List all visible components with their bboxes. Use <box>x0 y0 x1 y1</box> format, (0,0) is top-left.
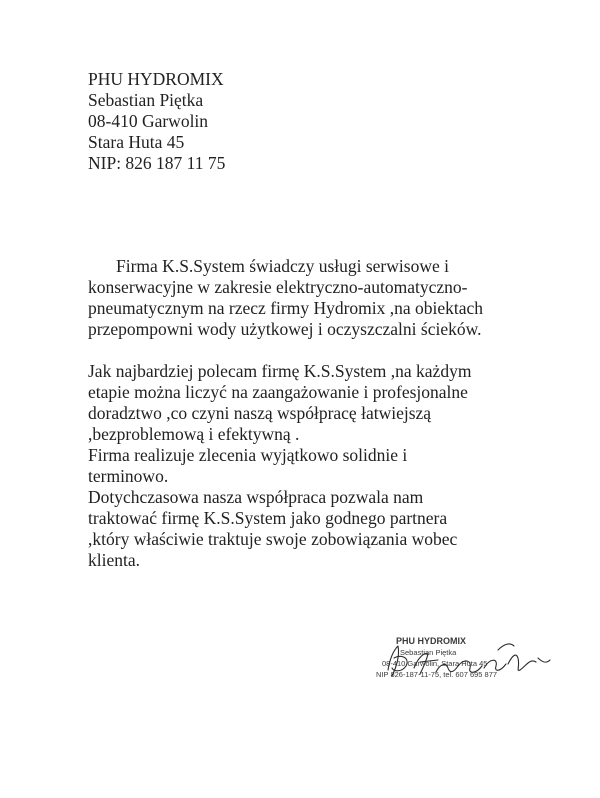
body-line: pneumatycznym na rzecz firmy Hydromix ,na obiektach <box>88 298 484 318</box>
body-line: konserwacyjne w zakresie elektryczno-automatyczno- <box>88 277 468 297</box>
body-line: ,bezproblemową i efektywną . <box>88 424 300 444</box>
body-line: Jak najbardziej polecam firmę K.S.System ,na każdym <box>88 361 472 381</box>
body-line: Firma K.S.System świadczy usługi serwisowe i <box>116 256 449 276</box>
body-line: doradztwo ,co czyni naszą współpracę łatwiejszą <box>88 403 432 423</box>
body-line: traktować firmę K.S.System jako godnego partnera <box>88 508 448 528</box>
sender-address-block <box>88 69 225 174</box>
body-line: klienta. <box>88 550 140 570</box>
sender-company: PHU HYDROMIX <box>88 69 224 89</box>
sender-nip: NIP: 826 187 11 75 <box>88 153 226 173</box>
stamp-company: PHU HYDROMIX <box>396 636 467 646</box>
stamp-address: 08-410 Garwolin, Stara Huta 45 <box>382 659 488 668</box>
handwritten-signature <box>380 628 560 688</box>
body-line: Firma realizuje zlecenia wyjątkowo solidnie i <box>88 445 408 465</box>
body-line: etapie można liczyć na zaangażowanie i profesjonalne <box>88 382 468 402</box>
stamp-nip: NIP 826-187-11-75, tel. 607 695 877 <box>376 670 498 679</box>
body-line: przepompowni wody użytkowej i oczyszczalni ścieków. <box>88 319 482 339</box>
body-line: terminowo. <box>88 466 169 486</box>
body-line: ,który właściwie traktuje swoje zobowiązania wobec <box>88 529 458 549</box>
sender-postal: 08-410 Garwolin <box>88 111 209 131</box>
sender-name: Sebastian Piętka <box>88 90 204 110</box>
body-line: Dotychczasowa nasza współpraca pozwala nam <box>88 487 424 507</box>
stamp-name: Sebastian Piętka <box>400 648 457 657</box>
letter-body <box>88 256 548 571</box>
sender-street: Stara Huta 45 <box>88 132 185 152</box>
paragraph-gap <box>88 340 548 361</box>
